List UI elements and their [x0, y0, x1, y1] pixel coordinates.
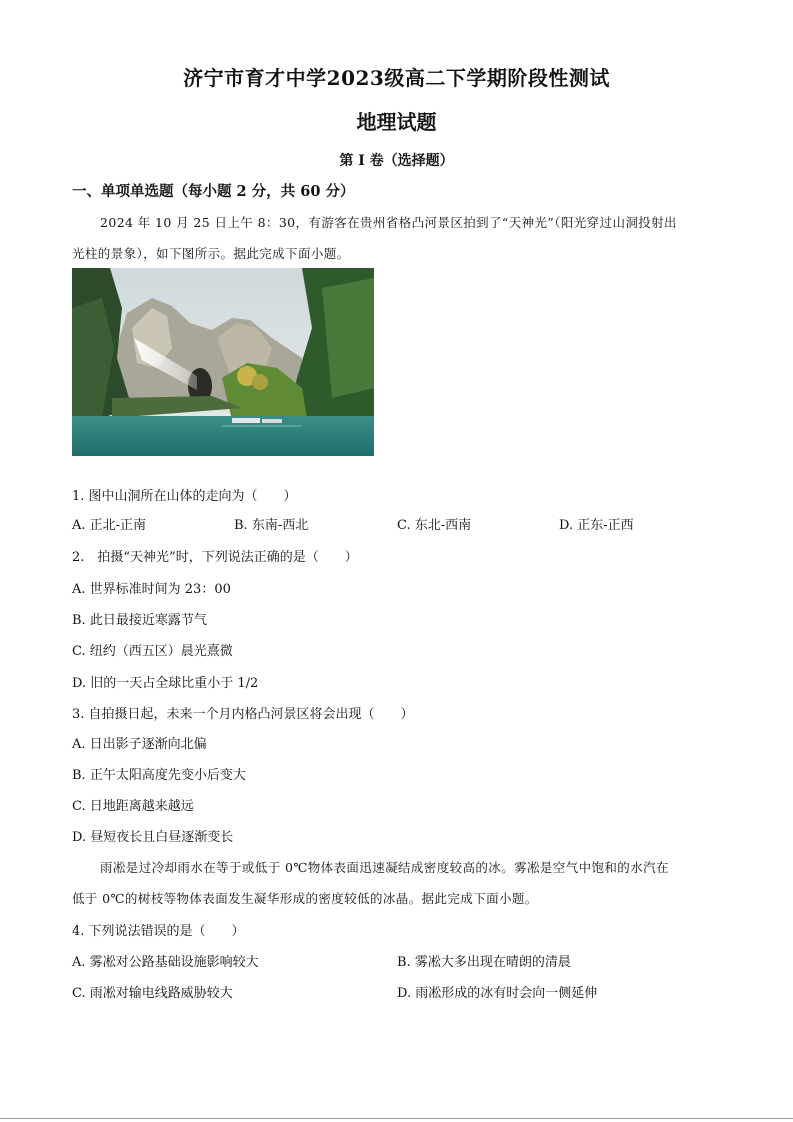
question-3-option-d: D. 昼短夜长且白昼逐渐变长 [72, 830, 234, 845]
question-3-option-a: A. 日出影子逐渐向北偏 [72, 737, 207, 752]
question-4-option-b: B. 雾凇大多出现在晴朗的清晨 [397, 955, 571, 970]
passage2-line2: 低于 0℃的树枝等物体表面发生凝华形成的密度较低的冰晶。据此完成下面小题。 [72, 891, 538, 906]
exam-title: 济宁市育才中学2023级高二下学期阶段性测试 [183, 66, 610, 90]
question-2-stem: 2. 拍摄“天神光”时，下列说法正确的是（ ） [72, 550, 358, 565]
question-2-option-d: D. 旧的一天占全球比重小于 1/2 [72, 676, 259, 691]
question-2-option-b: B. 此日最接近寒露节气 [72, 613, 207, 628]
exam-subject: 地理试题 [356, 110, 437, 134]
question-2-option-c: C. 纽约（西五区）晨光熹微 [72, 644, 233, 659]
section-heading: 一、单项单选题（每小题 2 分，共 60 分） [72, 183, 355, 200]
passage2-line1: 雨凇是过冷却雨水在等于或低于 0℃物体表面迅速凝结成密度较高的冰。雾凇是空气中饱和的水汽在 [100, 860, 669, 875]
passage1-line1: 2024 年 10 月 25 日上午 8：30，有游客在贵州省格凸河景区拍到了“天神光”（阳光穿过山洞投射出 [100, 215, 677, 230]
question-3-stem: 3. 自拍摄日起，未来一个月内格凸河景区将会出现（ ） [72, 707, 414, 722]
question-4-option-c: C. 雨凇对输电线路威胁较大 [72, 986, 233, 1001]
question-4-option-d: D. 雨凇形成的冰有时会向一侧延伸 [397, 986, 598, 1001]
page-bottom-divider [0, 1118, 793, 1119]
question-2-option-a: A. 世界标准时间为 23：00 [72, 582, 231, 597]
question-4-option-a: A. 雾凇对公路基础设施影响较大 [72, 955, 259, 970]
question-1-option-b: B. 东南-西北 [234, 518, 309, 533]
question-1-option-d: D. 正东-正西 [559, 518, 634, 533]
tianshenguang-photo [72, 268, 374, 456]
question-1-option-c: C. 东北-西南 [397, 518, 472, 533]
question-3-option-c: C. 日地距离越来越远 [72, 799, 194, 814]
volume-heading: 第 I 卷（选择题） [339, 153, 454, 169]
question-1-option-a: A. 正北-正南 [72, 518, 147, 533]
question-3-option-b: B. 正午太阳高度先变小后变大 [72, 768, 246, 783]
question-1-stem: 1. 图中山洞所在山体的走向为（ ） [72, 489, 297, 504]
question-4-stem: 4. 下列说法错误的是（ ） [72, 924, 245, 939]
passage1-line2: 光柱的景象），如下图所示。据此完成下面小题。 [72, 246, 350, 261]
